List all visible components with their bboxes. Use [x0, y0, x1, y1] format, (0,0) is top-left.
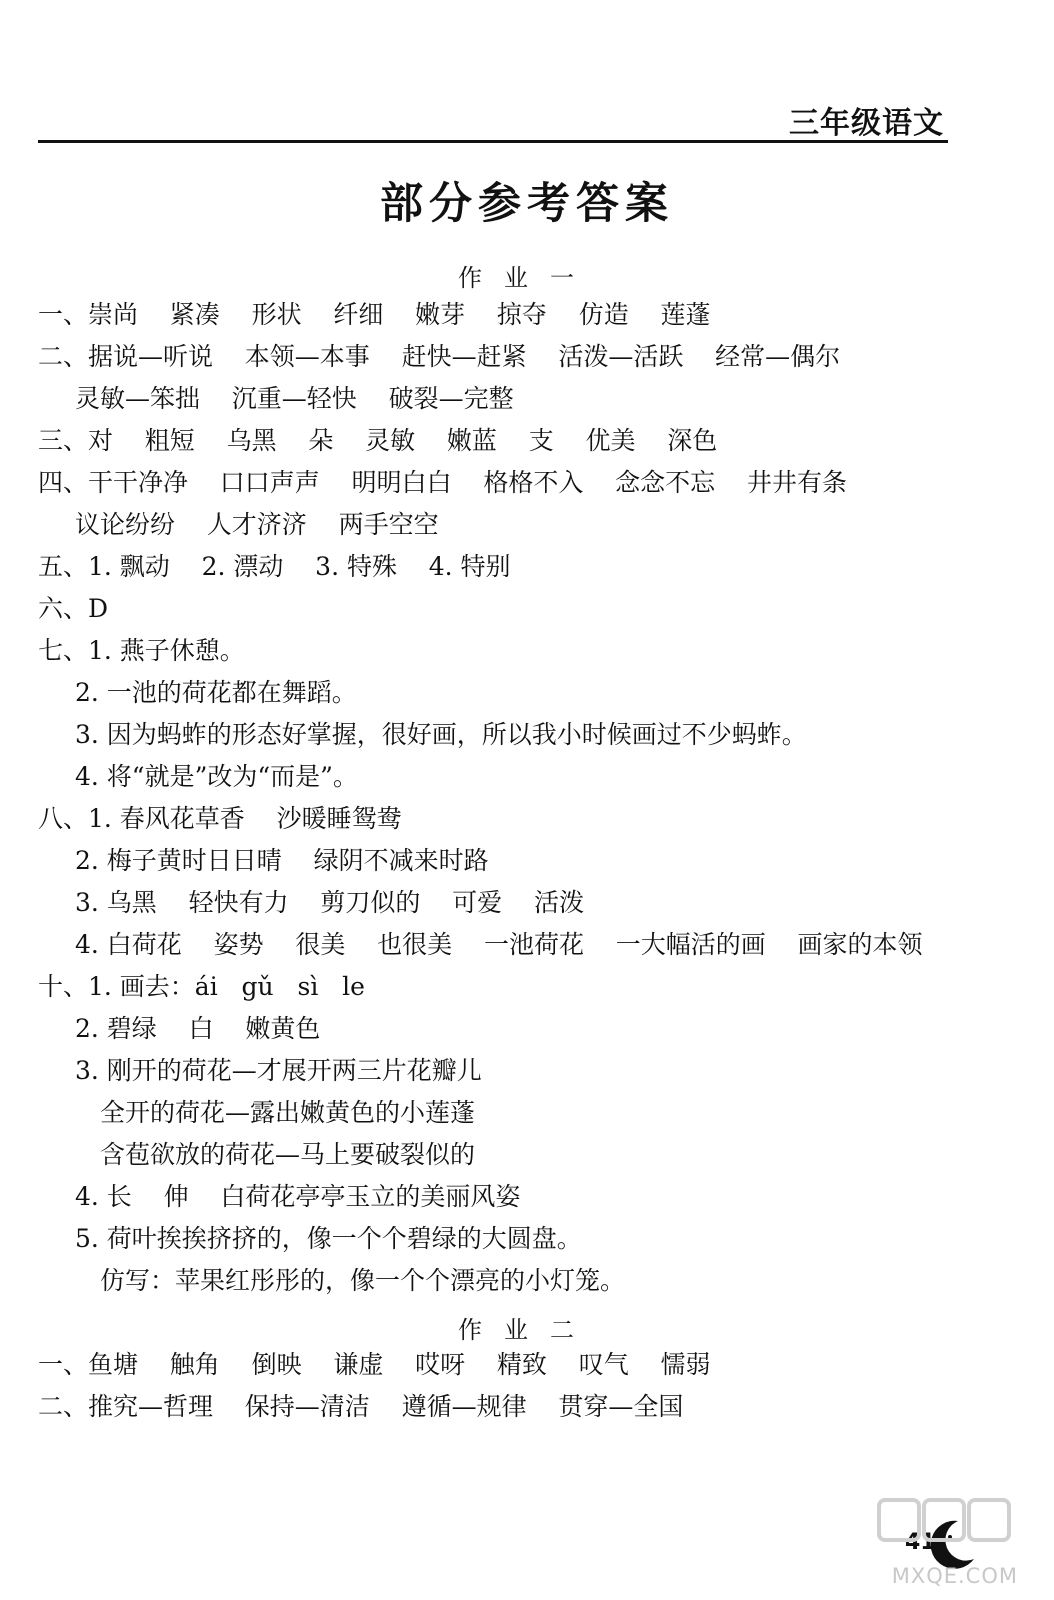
answer-line: 灵敏—笨拙 沉重—轻快 破裂—完整: [75, 384, 514, 413]
watermark-logo-icon: [874, 1480, 1014, 1570]
answer-line: 4. 白荷花 姿势 很美 也很美 一池荷花 一大幅活的画 画家的本领: [75, 930, 923, 959]
answer-line: 二、推究—哲理 保持—清洁 遵循—规律 贯穿—全国: [38, 1392, 684, 1421]
page-title: 部分参考答案: [380, 179, 674, 229]
answer-line: 4. 将“就是”改为“而是”。: [75, 762, 358, 791]
page-number: 41: [905, 1530, 936, 1555]
answer-line: 含苞欲放的荷花—马上要破裂似的: [100, 1140, 476, 1169]
answer-line: 八、1. 春风花草香 沙暖睡鸳鸯: [38, 804, 402, 833]
answer-line: 2. 一池的荷花都在舞蹈。: [75, 678, 357, 707]
answer-line: 3. 刚开的荷花—才展开两三片花瓣儿: [75, 1056, 482, 1085]
section-heading-1: 作业一: [458, 264, 596, 292]
answer-line: 六、D: [38, 594, 109, 623]
answer-line: 二、据说—听说 本领—本事 赶快—赶紧 活泼—活跃 经常—偶尔: [38, 342, 841, 371]
answer-line: 一、崇尚 紧凑 形状 纤细 嫩芽 掠夺 仿造 莲蓬: [38, 300, 711, 329]
answer-line: 三、对 粗短 乌黑 朵 灵敏 嫩蓝 支 优美 深色: [38, 426, 718, 455]
answer-line: 七、1. 燕子休憩。: [38, 636, 245, 665]
answer-line: 仿写：苹果红彤彤的，像一个个漂亮的小灯笼。: [100, 1266, 626, 1295]
answer-line: 四、干干净净 口口声声 明明白白 格格不入 念念不忘 井井有条: [38, 468, 847, 497]
answer-line: 3. 乌黑 轻快有力 剪刀似的 可爱 活泼: [75, 888, 584, 917]
answer-line: 2. 梅子黄时日日晴 绿阴不减来时路: [75, 846, 489, 875]
section-heading-2: 作业二: [458, 1316, 596, 1344]
watermark-url: MXQE.COM: [891, 1564, 1018, 1588]
answer-line: 3. 因为蚂蚱的形态好掌握，很好画，所以我小时候画过不少蚂蚱。: [75, 720, 807, 749]
answer-line: 4. 长 伸 白荷花亭亭玉立的美丽风姿: [75, 1182, 521, 1211]
answer-line: 5. 荷叶挨挨挤挤的，像一个个碧绿的大圆盘。: [75, 1224, 582, 1253]
answer-line: 议论纷纷 人才济济 两手空空: [75, 510, 439, 539]
answer-line: 一、鱼塘 触角 倒映 谦虚 哎呀 精致 叹气 懦弱: [38, 1350, 711, 1379]
header-divider: [38, 140, 948, 143]
grade-subject-label: 三年级语文: [789, 106, 944, 141]
answer-line: 全开的荷花—露出嫩黄色的小莲蓬: [100, 1098, 476, 1127]
answer-line: 十、1. 画去：ái gǔ sì le: [38, 972, 365, 1001]
answer-line: 2. 碧绿 白 嫩黄色: [75, 1014, 321, 1043]
answer-line: 五、1. 飘动 2. 漂动 3. 特殊 4. 特别: [38, 552, 511, 581]
